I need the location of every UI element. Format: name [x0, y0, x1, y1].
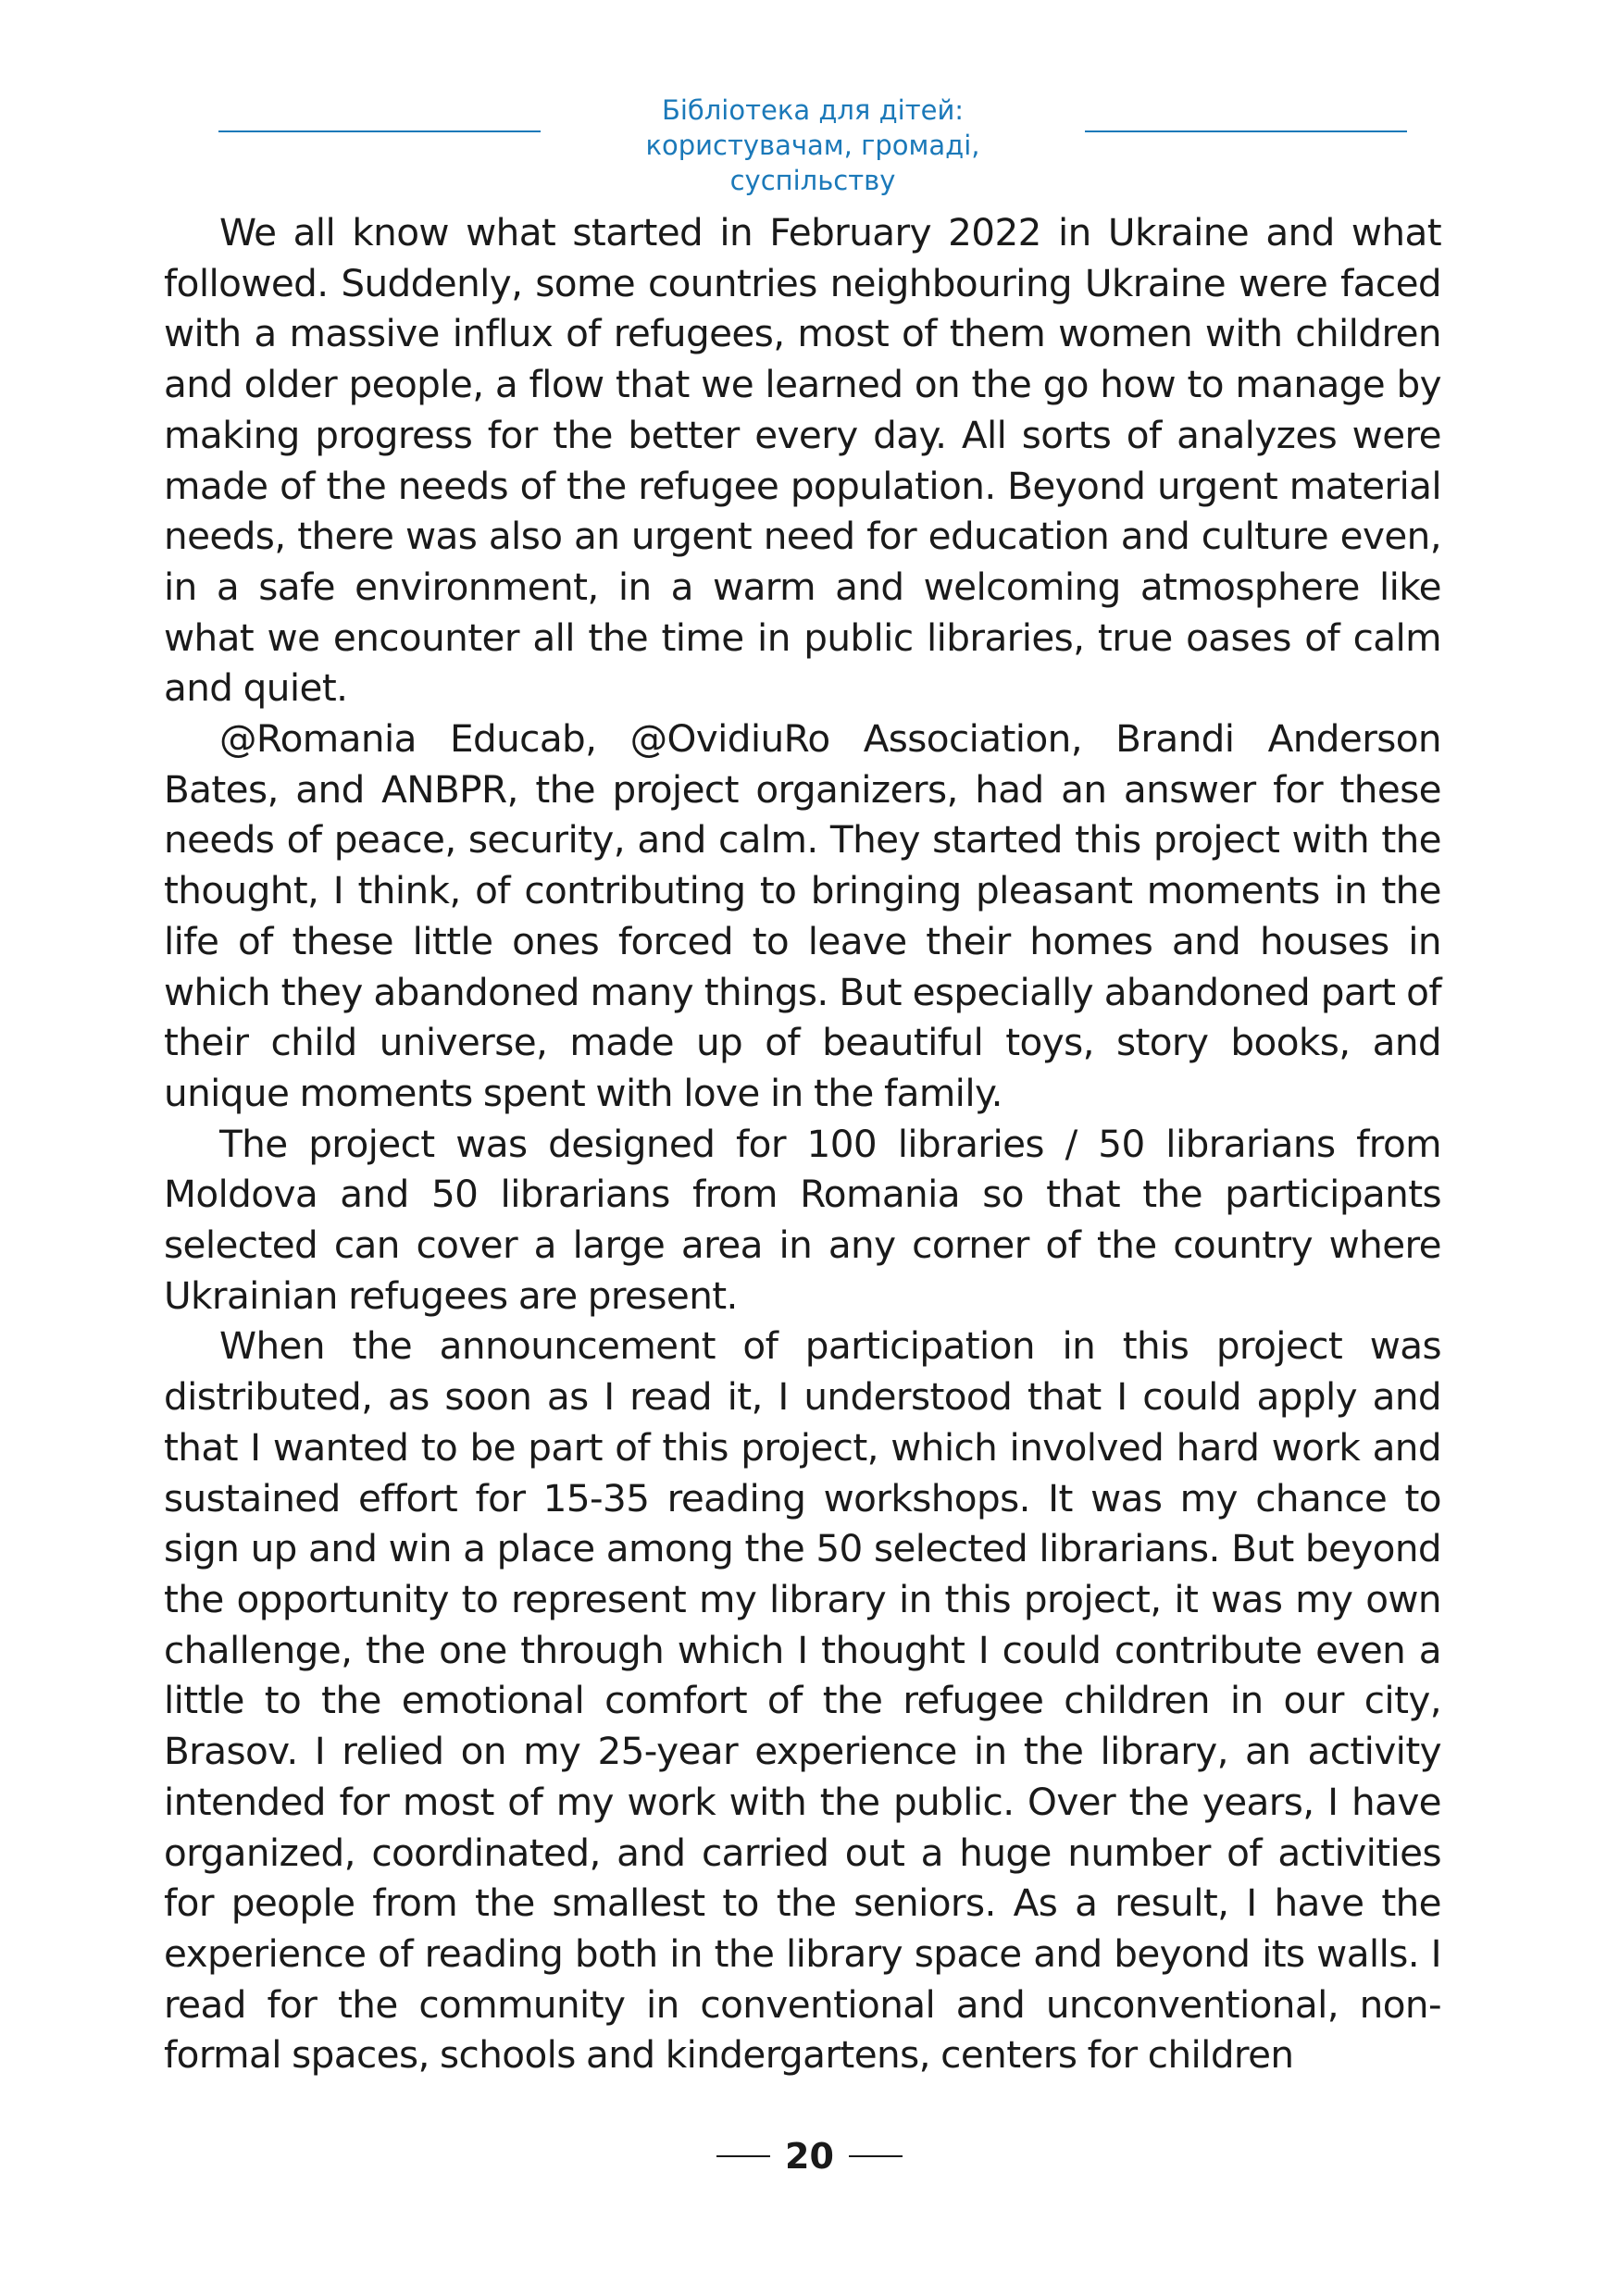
header-rule-left: [218, 130, 541, 132]
body-text: [164, 207, 1441, 2080]
header-title: [561, 93, 1065, 198]
paragraph: The project was designed for 100 libraries / 50 librarians from Moldova and 50 librarians from Romania so that the participants selected can cover a large area in any corner of the country where Ukrainian refugees are present.: [164, 1121, 1441, 1318]
paragraph: We all know what started in February 2022 in Ukraine and what followed. Suddenly, some countries neighbouring Ukraine were faced with a massive influx of refugees, most of them women with children and older people, a flow that we learned on the go how to manage by making progress for the better every day. All sorts of analyzes were made of the needs of the refugee population. Beyond urgent material needs, there was also an urgent need for education and culture even, in a safe environment, in a warm and welcoming atmosphere like what we encounter all the time in public libraries, true oases of calm and quiet.: [164, 210, 1441, 711]
paragraph: When the announcement of participation in this project was distributed, as soon as I read it, I understood that I could apply and that I wanted to be part of this project, which involved hard work and sustained effort for 15-35 reading workshops. It was my chance to sign up and win a place among the 50 selected librarians. But beyond the opportunity to represent my library in this project, it was my own challenge, the one through which I thought I could contribute even a little to the emotional comfort of the refugee children in our city, Brasov. I relied on my 25-year experience in the library, an activity intended for most of my work with the public. Over the years, I have organized, coordinated, and carried out a huge number of activities for people from the smallest to the seniors. As a result, I have the experience of reading both in the library space and beyond its walls. I read for the community in conventional and unconventional, non-formal spaces, schools and kindergartens, centers for children: [164, 1323, 1441, 2078]
header-title-line-2: користувачам, громаді, суспільству: [645, 130, 980, 196]
header-rule-right: [1085, 130, 1407, 132]
page-footer: [0, 2133, 1619, 2179]
footer-rule-left: [716, 2155, 770, 2157]
running-header: [218, 93, 1407, 196]
header-title-line-1: Бібліотека для дітей:: [661, 94, 965, 126]
paragraph: @Romania Educab, @OvidiuRo Association, Brandi Anderson Bates, and ANBPR, the project organizers, had an answer for these needs of peace, security, and calm. They started this project with the thought, I think, of contributing to bringing pleasant moments in the life of these little ones forced to leave their homes and houses in which they abandoned many things. But especially abandoned part of their child universe, made up of beautiful toys, story books, and unique moments spent with love in the family.: [164, 716, 1441, 1115]
page-number: 20: [785, 2136, 834, 2177]
footer-rule-right: [849, 2155, 903, 2157]
